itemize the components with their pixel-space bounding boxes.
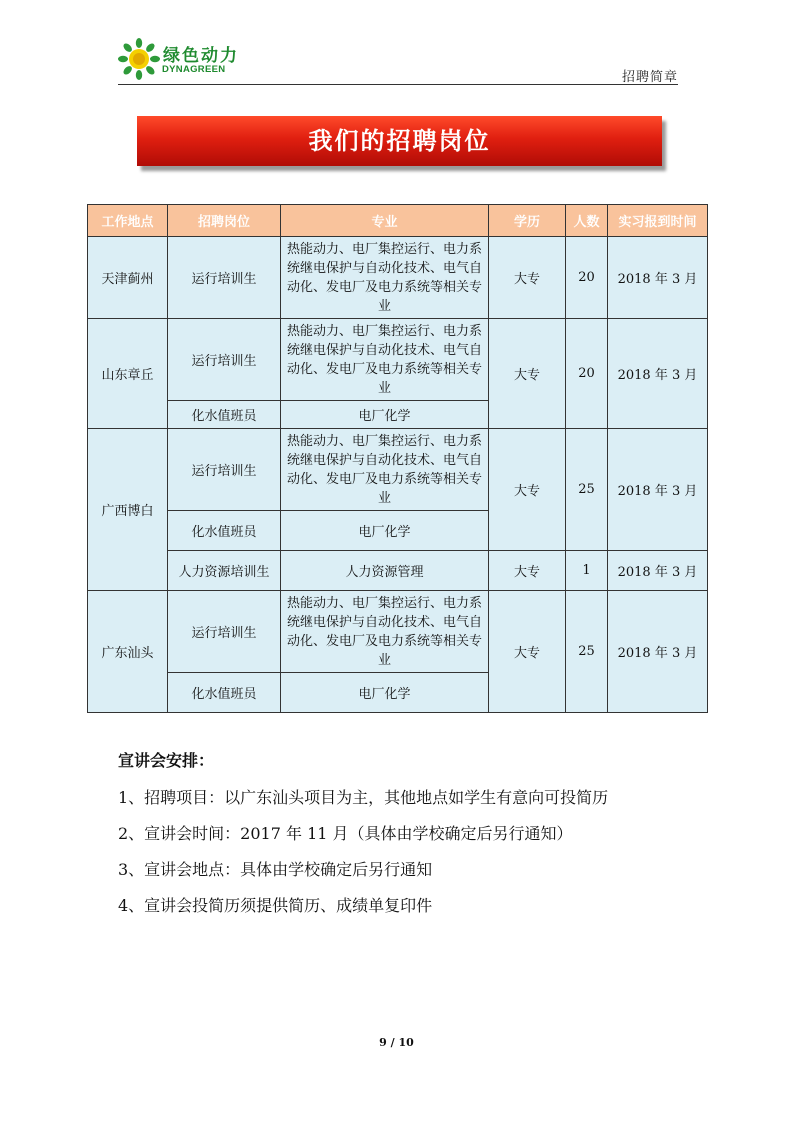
position-cell: 化水值班员: [168, 401, 281, 429]
date-cell: 2018 年 3 月: [608, 319, 708, 429]
major-cell: 电厂化学: [281, 511, 489, 551]
position-cell: 化水值班员: [168, 511, 281, 551]
table-row: [88, 319, 708, 401]
major-cell: 人力资源管理: [281, 551, 489, 591]
major-cell: 热能动力、电厂集控运行、电力系统继电保护与自动化技术、电气自动化、发电厂及电力系统等相关专业: [281, 319, 489, 401]
header-position: 招聘岗位: [168, 205, 281, 237]
info-session-item: 4、宣讲会投简历须提供简历、成绩单复印件: [118, 896, 433, 915]
date-cell: 2018 年 3 月: [608, 429, 708, 551]
position-cell: 运行培训生: [168, 319, 281, 401]
info-session-item: 2、宣讲会时间：2017 年 11 月（具体由学校确定后另行通知）: [118, 824, 573, 843]
table-row: [88, 429, 708, 511]
header-report-date: 实习报到时间: [608, 205, 708, 237]
table-row: [88, 591, 708, 673]
table-row: [88, 237, 708, 319]
position-cell: 运行培训生: [168, 591, 281, 673]
header-education: 学历: [489, 205, 566, 237]
info-session-title: 宣讲会安排：: [118, 751, 215, 770]
count-cell: 20: [566, 319, 608, 429]
logo-english-name: DYNAGREEN: [162, 64, 226, 75]
major-cell: 电厂化学: [281, 401, 489, 429]
job-positions-table: [87, 204, 708, 713]
education-cell: 大专: [489, 319, 566, 429]
sunflower-logo-icon: [118, 38, 160, 80]
location-cell: 山东章丘: [88, 319, 168, 429]
location-cell: 广西博白: [88, 429, 168, 591]
page-header: [118, 38, 678, 88]
count-cell: 25: [566, 429, 608, 551]
position-cell: 运行培训生: [168, 429, 281, 511]
header-major: 专业: [281, 205, 489, 237]
page-number: 9 / 10: [379, 1036, 414, 1049]
table-row: [88, 551, 708, 591]
location-cell: 天津蓟州: [88, 237, 168, 319]
count-cell: 25: [566, 591, 608, 713]
header-count: 人数: [566, 205, 608, 237]
education-cell: 大专: [489, 237, 566, 319]
major-cell: 电厂化学: [281, 673, 489, 713]
education-cell: 大专: [489, 591, 566, 713]
section-banner: 我们的招聘岗位: [137, 116, 662, 166]
info-session-section: [118, 748, 688, 924]
position-cell: 运行培训生: [168, 237, 281, 319]
count-cell: 20: [566, 237, 608, 319]
logo-chinese-name: 绿色动力: [163, 46, 239, 66]
education-cell: 大专: [489, 429, 566, 551]
major-cell: 热能动力、电厂集控运行、电力系统继电保护与自动化技术、电气自动化、发电厂及电力系统等相关专业: [281, 237, 489, 319]
date-cell: 2018 年 3 月: [608, 591, 708, 713]
position-cell: 化水值班员: [168, 673, 281, 713]
info-session-item: 3、宣讲会地点：具体由学校确定后另行通知: [118, 860, 433, 879]
table-header-row: [88, 205, 708, 237]
location-cell: 广东汕头: [88, 591, 168, 713]
major-cell: 热能动力、电厂集控运行、电力系统继电保护与自动化技术、电气自动化、发电厂及电力系统等相关专业: [281, 591, 489, 673]
education-cell: 大专: [489, 551, 566, 591]
major-cell: 热能动力、电厂集控运行、电力系统继电保护与自动化技术、电气自动化、发电厂及电力系统等相关专业: [281, 429, 489, 511]
date-cell: 2018 年 3 月: [608, 551, 708, 591]
header-location: 工作地点: [88, 205, 168, 237]
document-type-label: 招聘简章: [621, 70, 678, 85]
info-session-item: 1、招聘项目：以广东汕头项目为主，其他地点如学生有意向可投简历: [118, 788, 609, 807]
header-divider: [118, 84, 678, 85]
date-cell: 2018 年 3 月: [608, 237, 708, 319]
count-cell: 1: [566, 551, 608, 591]
position-cell: 人力资源培训生: [168, 551, 281, 591]
